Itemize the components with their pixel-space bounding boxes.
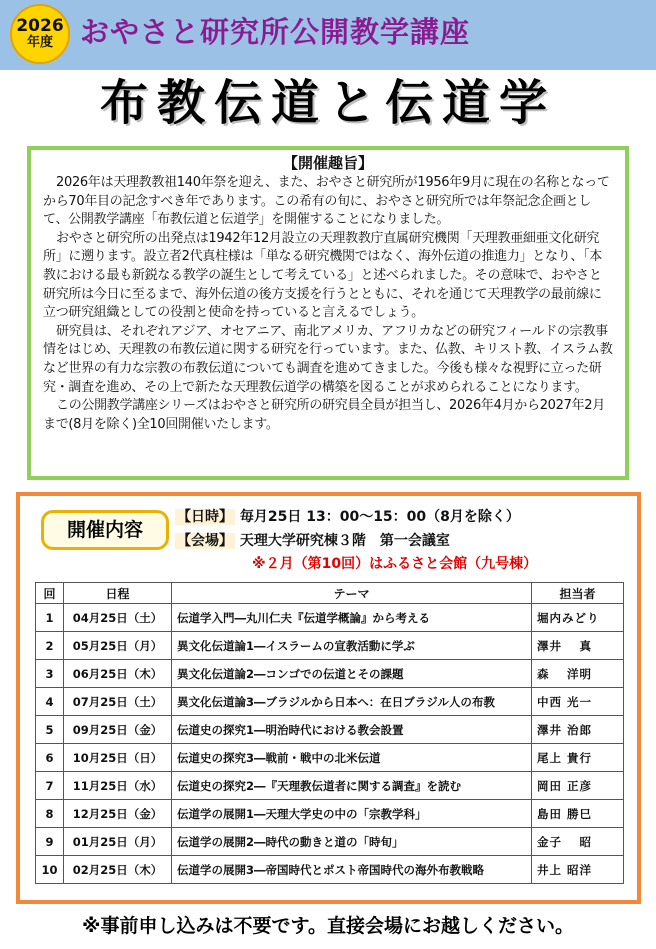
table-row bbox=[36, 856, 624, 884]
schedule-table-body bbox=[36, 604, 624, 884]
session-number: 8 bbox=[36, 800, 64, 828]
table-row bbox=[36, 716, 624, 744]
session-date: 11月25日（水） bbox=[64, 772, 172, 800]
table-row bbox=[36, 632, 624, 660]
venue-value: 天理大学研究棟３階 第一会議室 bbox=[239, 533, 450, 549]
table-row bbox=[36, 800, 624, 828]
venue-label: 【会場】 bbox=[177, 533, 233, 549]
date-info bbox=[175, 506, 520, 528]
session-date: 02月25日（木） bbox=[64, 856, 172, 884]
year-number: 2026 bbox=[16, 16, 64, 36]
header-date: 日程 bbox=[64, 583, 172, 604]
table-row bbox=[36, 660, 624, 688]
header-number: 回 bbox=[36, 583, 64, 604]
session-number: 2 bbox=[36, 632, 64, 660]
table-row bbox=[36, 744, 624, 772]
session-date: 05月25日（月） bbox=[64, 632, 172, 660]
session-date: 06月25日（木） bbox=[64, 660, 172, 688]
header-banner bbox=[0, 0, 656, 70]
date-label: 【日時】 bbox=[177, 509, 233, 525]
session-date: 01月25日（月） bbox=[64, 828, 172, 856]
session-lecturer: 森 洋明 bbox=[532, 660, 624, 688]
schedule-table bbox=[35, 582, 624, 884]
purpose-heading: 【開催趣旨】 bbox=[282, 154, 373, 172]
header-theme: テーマ bbox=[172, 583, 532, 604]
series-title: おやさと研究所公開教学講座 bbox=[80, 15, 471, 49]
purpose-paragraph: この公開教学講座シリーズはおやさと研究所の研究員全員が担当し、2026年4月から2027年2月まで(8月を除く)全10回開催いたします。 bbox=[43, 398, 605, 432]
schedule-badge: 開催内容 bbox=[41, 510, 169, 550]
session-lecturer: 澤井 治郎 bbox=[532, 716, 624, 744]
session-lecturer: 尾上 貴行 bbox=[532, 744, 624, 772]
date-value: 毎月25日 13：00〜15：00（8月を除く） bbox=[239, 509, 520, 525]
year-suffix: 年度 bbox=[26, 35, 53, 50]
schedule-box bbox=[16, 492, 641, 904]
session-theme: 伝道学の展開2―時代の動きと道の「時旬」 bbox=[172, 828, 532, 856]
session-number: 9 bbox=[36, 828, 64, 856]
session-theme: 異文化伝道論1―イスラームの宣教活動に学ぶ bbox=[172, 632, 532, 660]
session-lecturer: 中西 光一 bbox=[532, 688, 624, 716]
session-number: 4 bbox=[36, 688, 64, 716]
session-number: 5 bbox=[36, 716, 64, 744]
session-theme: 伝道史の探究2―『天理教伝道者に関する調査』を読む bbox=[172, 772, 532, 800]
session-date: 09月25日（金） bbox=[64, 716, 172, 744]
session-lecturer: 澤井 真 bbox=[532, 632, 624, 660]
purpose-paragraph: おやさと研究所の出発点は1942年12月設立の天理教教庁直属研究機関「天理教亜細亜文化研究所」に遡ります。設立者2代真柱様は「単なる研究機関ではなく、海外伝道の推進力」となり、「本教における最も新鋭なる教学の誕生として考えている」と述べられました。その意味で、おやさと研究所は今日に至るまで、海外伝道の後方支援を行うとともに、それを通じて天理教学の最前線に立つ研究組織としての役割と使命を持っていると言えるでしょう。 bbox=[43, 230, 602, 321]
session-number: 10 bbox=[36, 856, 64, 884]
session-number: 7 bbox=[36, 772, 64, 800]
venue-info bbox=[175, 530, 450, 552]
session-number: 6 bbox=[36, 744, 64, 772]
header-lecturer: 担当者 bbox=[532, 583, 624, 604]
purpose-paragraph: 研究員は、それぞれアジア、オセアニア、南北アメリカ、アフリカなどの研究フィールドの宗教事情をはじめ、天理教の布教伝道に関する研究を行っています。また、仏教、キリスト教、イスラム教など世界の有力な宗教の布教伝道についても調査を進めてきました。今後も様々な視野に立った研究・調査を進め、その上で新たな天理教伝道学の構築を図ることが求められることになります。 bbox=[43, 323, 613, 395]
session-theme: 伝道史の探究3―戦前・戦中の北米伝道 bbox=[172, 744, 532, 772]
table-header-row bbox=[36, 583, 624, 604]
session-theme: 伝道学入門―丸川仁夫『伝道学概論』から考える bbox=[172, 604, 532, 632]
purpose-box bbox=[27, 146, 629, 480]
year-badge bbox=[10, 4, 70, 64]
session-theme: 異文化伝道論3―ブラジルから日本へ：在日ブラジル人の布教 bbox=[172, 688, 532, 716]
session-number: 1 bbox=[36, 604, 64, 632]
table-row bbox=[36, 688, 624, 716]
session-lecturer: 島田 勝巳 bbox=[532, 800, 624, 828]
session-lecturer: 堀内みどり bbox=[532, 604, 624, 632]
session-theme: 伝道学の展開1―天理大学史の中の「宗教学科」 bbox=[172, 800, 532, 828]
session-lecturer: 岡田 正彦 bbox=[532, 772, 624, 800]
footer-note: ※事前申し込みは不要です。直接会場にお越しください。 bbox=[82, 915, 574, 937]
session-lecturer: 井上 昭洋 bbox=[532, 856, 624, 884]
session-date: 07月25日（土） bbox=[64, 688, 172, 716]
main-title: 布教伝道と伝道学 bbox=[99, 75, 556, 131]
session-number: 3 bbox=[36, 660, 64, 688]
session-date: 04月25日（土） bbox=[64, 604, 172, 632]
session-lecturer: 金子 昭 bbox=[532, 828, 624, 856]
session-theme: 伝道学の展開3―帝国時代とポスト帝国時代の海外布教戦略 bbox=[172, 856, 532, 884]
session-date: 10月25日（日） bbox=[64, 744, 172, 772]
session-theme: 伝道史の探究1―明治時代における教会設置 bbox=[172, 716, 532, 744]
session-theme: 異文化伝道論2―コンゴでの伝道とその課題 bbox=[172, 660, 532, 688]
session-date: 12月25日（金） bbox=[64, 800, 172, 828]
table-row bbox=[36, 828, 624, 856]
table-row bbox=[36, 604, 624, 632]
venue-note: ※２月（第10回）はふるさと会館（九号棟） bbox=[252, 556, 538, 572]
table-row bbox=[36, 772, 624, 800]
purpose-paragraph: 2026年は天理教教祖140年祭を迎え、また、おやさと研究所が1956年9月に現在の名称となってから70年目の記念すべき年であります。この希有の旬に、おやさと研究所では年祭記念企画として、公開教学講座「布教伝道と伝道学」を開催することになりました。 bbox=[43, 175, 610, 228]
